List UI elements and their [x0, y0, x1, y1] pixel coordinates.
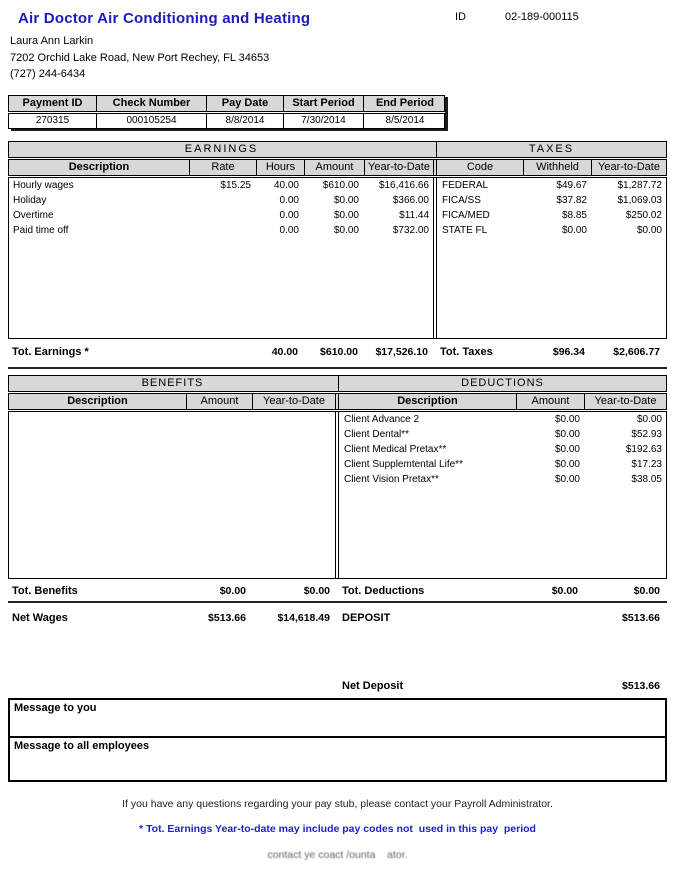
- total-taxes-withheld: $96.34: [552, 345, 585, 358]
- start-period-header: Start Period: [283, 96, 363, 111]
- earnings-description: Hourly wages: [13, 179, 74, 191]
- benefits-deductions-column-header: [8, 393, 667, 410]
- benefits-deductions-group-header: [8, 375, 667, 392]
- taxes-withheld-header: Withheld: [523, 160, 591, 175]
- earnings-amount: $0.00: [333, 209, 359, 221]
- earnings-hours: 0.00: [279, 194, 299, 206]
- benefits-description-header: Description: [67, 394, 128, 407]
- earnings-description: Overtime: [13, 209, 54, 221]
- payment-info-header-row: [8, 95, 445, 112]
- total-taxes-label: Tot. Taxes: [440, 345, 493, 358]
- pay-date-value: 8/8/2014: [206, 114, 283, 128]
- earnings-taxes-totals-row: [8, 346, 667, 358]
- earnings-ytd: $16,416.66: [378, 179, 429, 191]
- footer-artifact-text: contact ye coact /ounta ator.: [267, 848, 408, 861]
- deductions-ytd-header: Year-to-Date: [584, 394, 666, 409]
- total-earnings-amount: $610.00: [320, 345, 358, 358]
- earnings-rate: $15.25: [220, 179, 251, 191]
- total-earnings-label: Tot. Earnings *: [12, 345, 89, 358]
- deduction-ytd: $0.00: [636, 413, 662, 425]
- company-id-block: [455, 11, 579, 23]
- deduction-description: Client Vision Pretax**: [344, 473, 439, 485]
- earnings-amount: $610.00: [322, 179, 359, 191]
- employee-name: Laura Ann Larkin: [10, 35, 94, 47]
- deduction-row: [339, 457, 666, 472]
- footer-questions-note: If you have any questions regarding your pay stub, please contact your Payroll Administrator.: [122, 797, 553, 810]
- payment-id-value: 270315: [35, 114, 70, 126]
- payment-info-value-row: [8, 113, 445, 129]
- earnings-rate-header: Rate: [189, 160, 256, 175]
- earnings-hours-header: Hours: [256, 160, 304, 175]
- footer-ytd-footnote: * Tot. Earnings Year-to-date may include pay codes not used in this pay period: [139, 822, 536, 835]
- earnings-description: Holiday: [13, 194, 47, 206]
- deduction-ytd: $52.93: [631, 428, 662, 440]
- deduction-amount: $0.00: [554, 428, 580, 440]
- deduction-description: Client Advance 2: [344, 413, 420, 425]
- net-wages-row: [8, 612, 667, 624]
- taxes-row: [437, 208, 666, 223]
- employee-info: [10, 33, 667, 83]
- earnings-taxes-group-header: [8, 141, 667, 158]
- earnings-ytd: $366.00: [392, 194, 429, 206]
- earnings-taxes-table: [8, 141, 667, 339]
- earnings-row: [9, 208, 433, 223]
- deductions-section-title: DEDUCTIONS: [338, 376, 666, 391]
- deduction-amount: $0.00: [554, 413, 580, 425]
- earnings-rate: [189, 223, 256, 238]
- benefits-amount-header: Amount: [186, 394, 252, 409]
- message-to-all-employees-label: Message to all employees: [14, 739, 150, 752]
- total-deductions-label: Tot. Deductions: [342, 584, 425, 597]
- earnings-ytd: $732.00: [392, 224, 429, 236]
- deposit-label: DEPOSIT: [342, 611, 391, 624]
- divider-rule: [8, 601, 667, 603]
- earnings-hours: 0.00: [279, 209, 299, 221]
- net-wages-amount: $513.66: [208, 611, 246, 624]
- deduction-ytd: $192.63: [625, 443, 662, 455]
- earnings-amount-header: Amount: [304, 160, 364, 175]
- employee-phone: (727) 244-6434: [10, 68, 86, 80]
- pay-date-header: Pay Date: [206, 96, 283, 111]
- tax-withheld: $37.82: [556, 194, 587, 206]
- message-to-all-employees-box: [8, 736, 667, 782]
- tax-withheld: $49.67: [556, 179, 587, 191]
- net-deposit-amount: $513.66: [622, 679, 660, 692]
- earnings-hours: 0.00: [279, 224, 299, 236]
- deduction-row: [339, 472, 666, 487]
- deduction-row: [339, 412, 666, 427]
- deduction-row: [339, 442, 666, 457]
- deductions-description-header: Description: [338, 394, 516, 409]
- earnings-description-header: Description: [68, 160, 130, 173]
- message-to-you-label: Message to you: [14, 701, 97, 714]
- earnings-amount: $0.00: [333, 194, 359, 206]
- tax-withheld: $0.00: [561, 224, 587, 236]
- tax-code: FICA/SS: [442, 194, 481, 206]
- earnings-taxes-body: [8, 177, 667, 339]
- taxes-row: [437, 193, 666, 208]
- taxes-section-title: TAXES: [436, 142, 666, 157]
- header: [8, 8, 667, 27]
- taxes-body: [436, 178, 666, 338]
- net-deposit-label: Net Deposit: [342, 679, 404, 692]
- total-deductions-ytd: $0.00: [633, 584, 660, 597]
- deduction-amount: $0.00: [554, 473, 580, 485]
- earnings-row: [9, 178, 433, 193]
- deduction-description: Client Medical Pretax**: [344, 443, 447, 455]
- tax-ytd: $1,069.03: [617, 194, 662, 206]
- total-earnings-ytd: $17,526.10: [375, 345, 428, 358]
- divider-rule: [8, 367, 667, 369]
- end-period-value: 8/5/2014: [363, 114, 446, 128]
- employee-address: 7202 Orchid Lake Road, New Port Rechey, FL 34653: [10, 51, 270, 64]
- total-deductions-amount: $0.00: [551, 584, 578, 597]
- earnings-section-title: EARNINGS: [184, 142, 259, 155]
- tax-code: FICA/MED: [442, 209, 490, 221]
- total-benefits-label: Tot. Benefits: [12, 584, 78, 597]
- deduction-amount: $0.00: [554, 458, 580, 470]
- deduction-row: [339, 427, 666, 442]
- net-wages-label: Net Wages: [12, 611, 68, 624]
- earnings-body: [9, 178, 434, 338]
- benefits-deductions-body: [8, 411, 667, 579]
- earnings-hours: 40.00: [273, 179, 299, 191]
- total-benefits-ytd: $0.00: [303, 584, 330, 597]
- total-earnings-hours: 40.00: [271, 345, 298, 358]
- company-id-value: 02-189-000115: [505, 11, 579, 23]
- company-name: Air Doctor Air Conditioning and Heating: [18, 10, 311, 27]
- tax-code: FEDERAL: [442, 179, 489, 191]
- taxes-row: [437, 223, 666, 238]
- earnings-taxes-column-header: [8, 159, 667, 176]
- tax-ytd: $0.00: [636, 224, 662, 236]
- tax-ytd: $250.02: [625, 209, 662, 221]
- earnings-row: [9, 193, 433, 208]
- deduction-description: Client Dental**: [344, 428, 410, 440]
- end-period-header: End Period: [363, 96, 446, 111]
- benefits-ytd-header: Year-to-Date: [252, 394, 336, 409]
- deductions-amount-header: Amount: [516, 394, 584, 409]
- check-number-value: 000105254: [96, 114, 206, 128]
- start-period-value: 7/30/2014: [283, 114, 363, 128]
- tax-withheld: $8.85: [561, 209, 587, 221]
- check-number-header: Check Number: [96, 96, 206, 111]
- earnings-row: [9, 223, 433, 238]
- earnings-description: Paid time off: [13, 224, 69, 236]
- deduction-amount: $0.00: [554, 443, 580, 455]
- benefits-section-title: BENEFITS: [141, 376, 204, 389]
- benefits-deductions-totals-row: [8, 585, 667, 597]
- deduction-ytd: $38.05: [631, 473, 662, 485]
- tax-ytd: $1,287.72: [617, 179, 662, 191]
- total-taxes-ytd: $2,606.77: [613, 345, 660, 358]
- deduction-description: Client Supplemtental Life**: [344, 458, 463, 470]
- company-id-label: ID: [455, 11, 466, 23]
- benefits-body: [9, 412, 336, 578]
- earnings-rate: [189, 193, 256, 208]
- earnings-ytd-header: Year-to-Date: [364, 160, 434, 175]
- payment-id-header: Payment ID: [22, 96, 83, 109]
- message-to-you-box: [8, 698, 667, 738]
- total-benefits-amount: $0.00: [219, 584, 246, 597]
- taxes-ytd-header: Year-to-Date: [591, 160, 666, 175]
- payment-info-table: [8, 95, 445, 129]
- earnings-ytd: $11.44: [399, 209, 429, 221]
- net-deposit-row: [8, 680, 667, 692]
- deduction-ytd: $17.23: [631, 458, 662, 470]
- earnings-amount: $0.00: [333, 224, 359, 236]
- taxes-row: [437, 178, 666, 193]
- earnings-rate: [189, 208, 256, 223]
- net-wages-ytd: $14,618.49: [277, 611, 330, 624]
- tax-code: STATE FL: [442, 224, 488, 236]
- deposit-amount: $513.66: [622, 611, 660, 624]
- deductions-body: [338, 412, 666, 578]
- benefits-deductions-table: [8, 375, 667, 579]
- taxes-code-header: Code: [436, 160, 523, 175]
